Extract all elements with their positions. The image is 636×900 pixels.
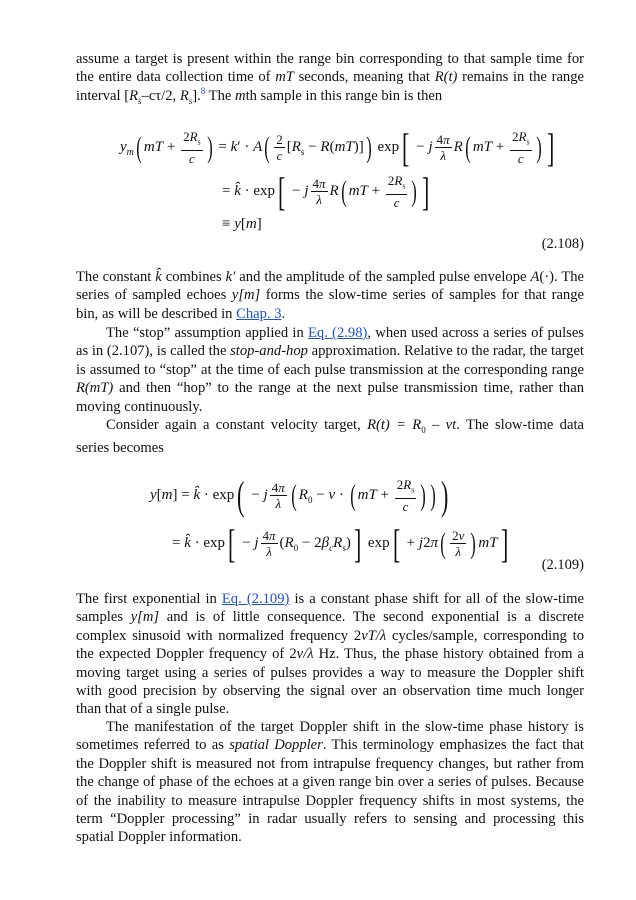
footnote-marker[interactable]: 8 xyxy=(200,85,206,96)
paragraph-3: The “stop” assumption applied in Eq. (2.98), when used across a series of pulses as in (2.107), is called the stop-and-hop approximation. Relative to the radar, the target is assumed to “stop” at the time of each pulse transmission at the corresponding range R(mT) and then “hop” to the range at the next pulse transmission time, rather than moving continuously. xyxy=(76,325,584,415)
paragraph-2: The constant k̂ combines k′ and the amplitude of the sampled pulse envelope A(·). The series of sampled echoes y[m] forms the slow-time series of samples for that range bin, as will be described in Chap. 3. xyxy=(76,269,585,322)
paragraph-1: assume a target is present within the range bin corresponding to that sample time for the entire data collection time of mT seconds, meaning that R(t) remains in the range interval [$R_s-c\tau/2$, $R_s].^8$ The mth sample in this range bin is then xyxy=(76,51,584,106)
equation-2-109-line-1: y[m] = k̂ · exp( − j $\frac{4\pi}{\lambda}$ ( $R_0 - v$ · ( mT + $\frac{2R_s}{c}$ ) ) ) xyxy=(150,473,449,518)
equation-2-108-line-1: $y_m$( mT + $\frac{2R_s}{c}$ ) = k′ · A( $\frac{2}{c}$ $[R_s - R(mT)]$) exp[ − j $\frac{4\pi}{\lambda}$ R( mT + $\frac{2R_s}{c}$ ) ] xyxy=(120,125,554,170)
chapter-3-link[interactable]: Chap. 3 xyxy=(236,305,282,322)
equation-number-2-109: (2.109) xyxy=(541,557,584,573)
eq-2-109-link[interactable]: Eq. (2.109) xyxy=(221,591,290,607)
paragraph-6: The manifestation of the target Doppler shift in the slow-time phase history is sometimes referred to as spatial Doppler. This terminology emphasizes the fact that the Doppler shift is measured not from intrapulse frequency changes, but rather from the change of phase of the echoes at a given range bin over a series of pulses. Because of the inability to measure intrapulse Doppler frequency shifts in most systems, the term “Doppler processing” in radar usually refers to sensing and processing this spatial Doppler information. xyxy=(76,719,584,846)
paragraph-4: Consider again a constant velocity target, $R(t) = R_0$ – vt. The slow-time data series becomes xyxy=(76,417,584,457)
equation-number-2-108: (2.108) xyxy=(541,236,584,252)
equation-2-108-line-3: ≡ y[m] xyxy=(222,216,262,232)
equation-2-109-line-2: = k̂ · exp[ − j $\frac{4\pi}{\lambda}$ $(R_0 - 2\beta_cR_s)$] exp[ + j2π( $\frac{2v}{\lambda}$ ) mT] xyxy=(172,521,508,566)
paragraph-5: The first exponential in Eq. (2.109) is a constant phase shift for all of the slow-time samples y[m] and is of little consequence. The second exponential is a discrete complex sinusoid with normalized frequency 2vT/λ cycles/sample, corresponding to the expected Doppler frequency of 2v/λ Hz. Thus, the phase history obtained from a moving target using a series of pulses provides a way to measure the Doppler shift with good precision by observing the signal over an observation time much longer than that of a single pulse. xyxy=(76,591,584,718)
eq-2-98-link[interactable]: Eq. (2.98) xyxy=(308,325,368,341)
equation-2-108-line-2: = k̂ · exp[ − j $\frac{4\pi}{\lambda}$ R( mT + $\frac{2R_s}{c}$ ) ] xyxy=(222,169,430,214)
